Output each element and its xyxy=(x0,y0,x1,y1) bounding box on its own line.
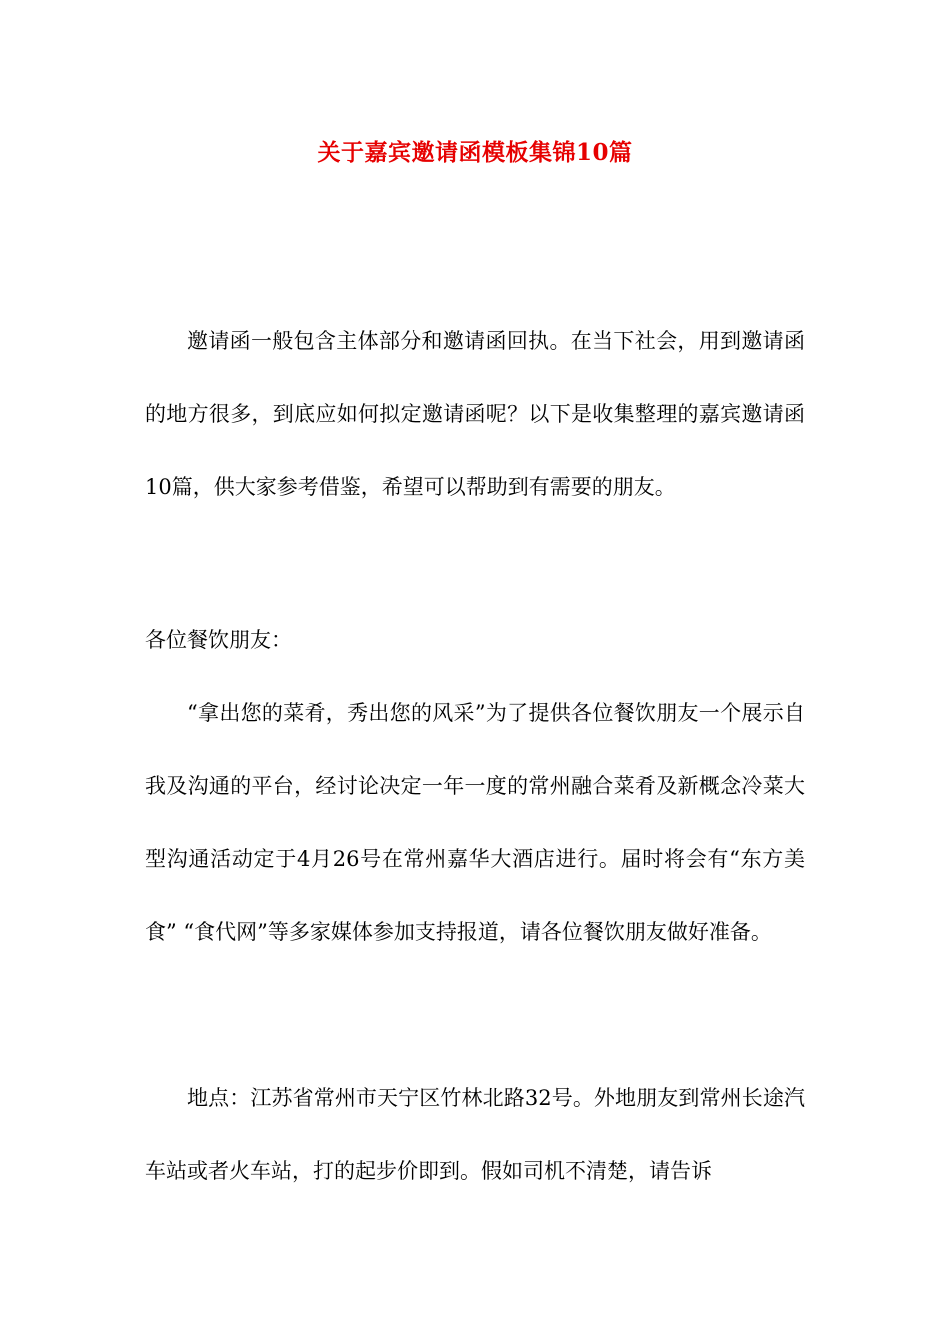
greeting-line: 各位餐饮朋友： xyxy=(145,628,292,652)
invitation-paragraph: “拿出您的菜肴，秀出您的风采”为了提供各位餐饮朋友一个展示自我及沟通的平台，经讨论决定一年一度的常州融合菜肴及新概念冷菜大型沟通活动定于4月26号在常州嘉华大酒店进行。届时将会有“东方美食” “食代网”等多家媒体参加支持报道，请各位餐饮朋友做好准备。 xyxy=(145,701,805,944)
document-title: 关于嘉宾邀请函模板集锦10篇 xyxy=(317,139,633,166)
intro-paragraph: 邀请函一般包含主体部分和邀请函回执。在当下社会，用到邀请函的地方很多，到底应如何拟定邀请函呢？以下是收集整理的嘉宾邀请函10篇，供大家参考借鉴，希望可以帮助到有需要的朋友。 xyxy=(145,329,805,499)
location-paragraph: 地点：江苏省常州市天宁区竹林北路32号。外地朋友到常州长途汽车站或者火车站，打的起步价即到。假如司机不清楚，请告诉 xyxy=(145,1086,805,1183)
